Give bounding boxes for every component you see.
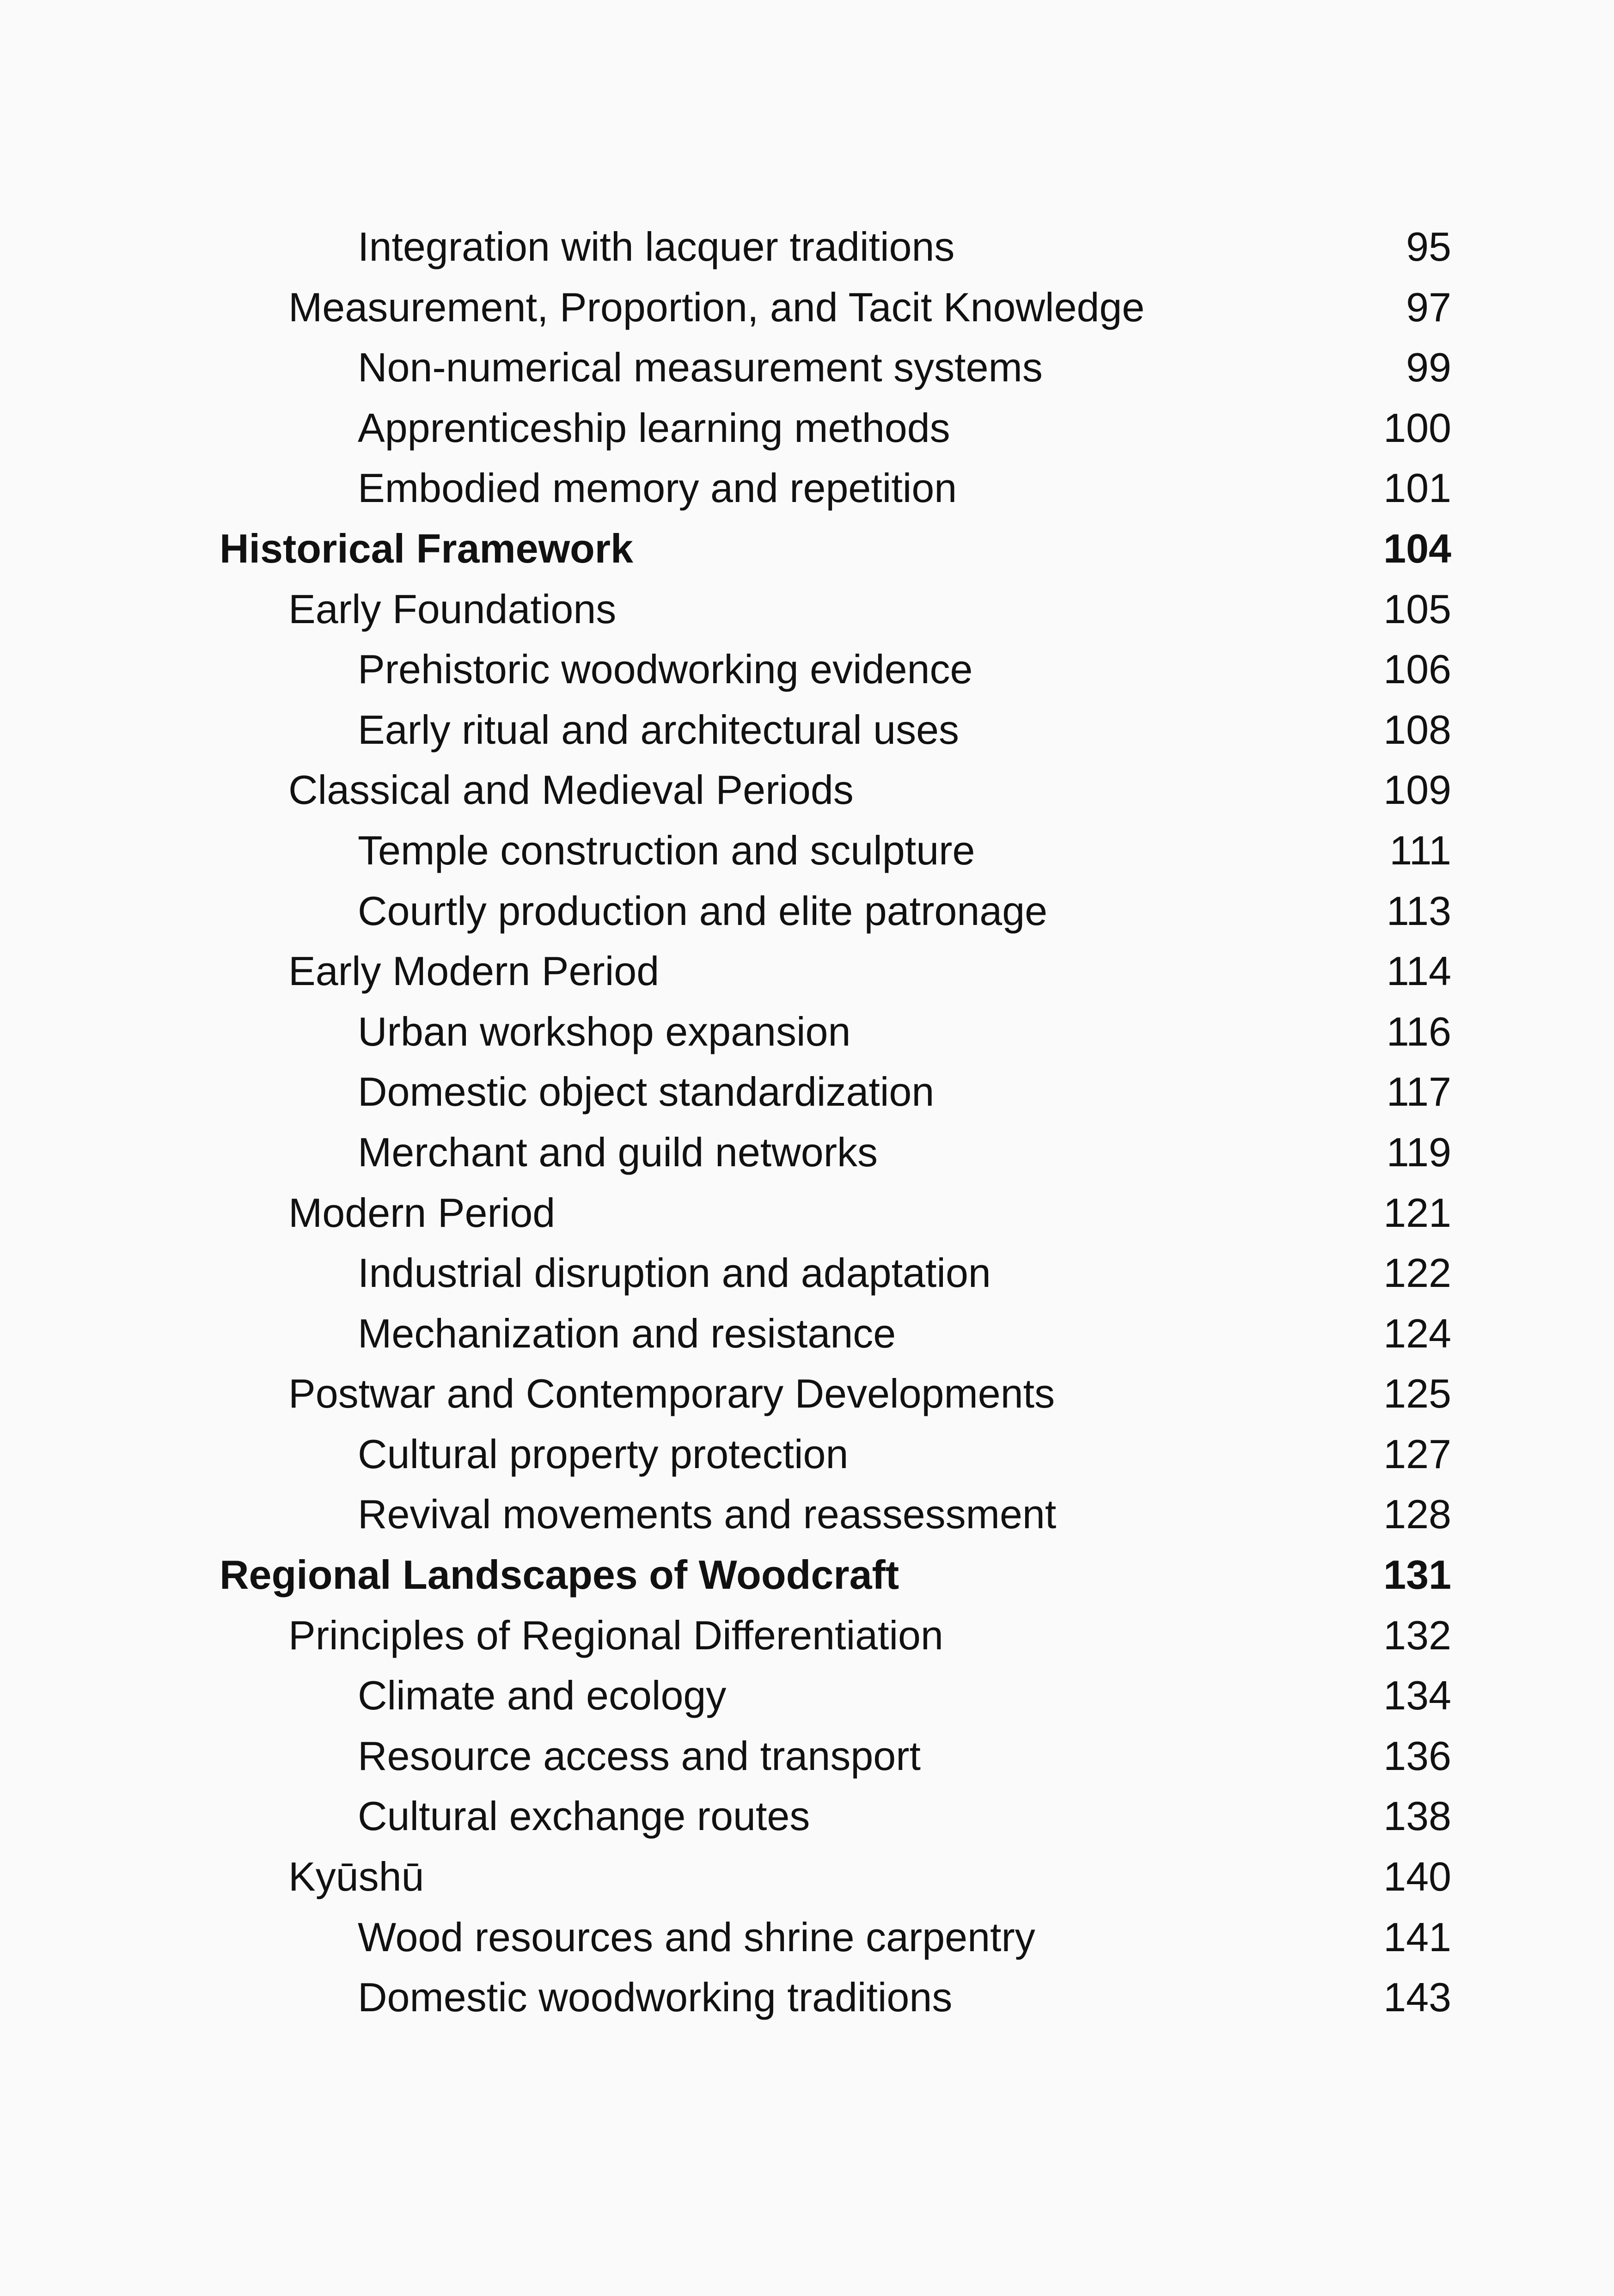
toc-subsection-entry: [0, 1250, 1614, 1313]
toc-entry-page-number: 141: [1383, 1914, 1451, 1960]
toc-entry-page-number: 134: [1383, 1672, 1451, 1719]
toc-entry-title: Revival movements and reassessment: [358, 1491, 1057, 1537]
toc-entry-page-number: 119: [1386, 1129, 1451, 1175]
toc-subsection-entry: [0, 1310, 1614, 1374]
toc-entry-title: Merchant and guild networks: [358, 1129, 878, 1175]
toc-subsection-entry: [0, 1129, 1614, 1193]
toc-subsection-entry: [0, 1071, 1614, 1132]
toc-entry-page-number: 111: [1389, 827, 1451, 873]
toc-entry-title: Measurement, Proportion, and Tacit Knowledge: [288, 284, 1145, 330]
toc-section-entry: [0, 586, 1614, 649]
toc-entry-title: Regional Landscapes of Woodcraft: [220, 1552, 899, 1598]
toc-entry-title: Early ritual and architectural uses: [358, 706, 960, 753]
toc-section-entry: [0, 948, 1614, 1011]
toc-subsection-entry: [0, 1008, 1614, 1072]
toc-entry-title: Urban workshop expansion: [358, 1008, 851, 1054]
toc-entry-title: Courtly production and elite patronage: [358, 888, 1048, 934]
toc-entry-title: Mechanization and resistance: [358, 1310, 896, 1356]
toc-subsection-entry: [0, 1974, 1614, 2038]
toc-entry-title: Wood resources and shrine carpentry: [358, 1914, 1035, 1960]
toc-entry-title: Early Foundations: [288, 586, 617, 632]
toc-entry-title: Integration with lacquer traditions: [358, 224, 955, 269]
toc-section-entry: [0, 767, 1614, 830]
toc-entry-page-number: 116: [1386, 1008, 1451, 1054]
toc-subsection-entry: [0, 344, 1614, 408]
toc-subsection-entry: [0, 1733, 1614, 1796]
toc-subsection-entry: [0, 404, 1614, 468]
toc-entry-title: Domestic object standardization: [358, 1069, 935, 1115]
toc-entry-title: Kyūshū: [288, 1854, 424, 1900]
toc-entry-title: Cultural property protection: [358, 1431, 849, 1477]
toc-subsection-entry: [0, 1914, 1614, 1978]
toc-section-entry: [0, 1856, 1614, 1917]
toc-entry-page-number: 131: [1383, 1552, 1451, 1598]
toc-subsection-entry: [0, 1491, 1614, 1555]
toc-entry-page-number: 128: [1383, 1491, 1451, 1537]
toc-entry-page-number: 114: [1386, 948, 1451, 994]
toc-subsection-entry: [0, 827, 1614, 891]
toc-entry-title: Apprenticeship learning methods: [358, 404, 950, 451]
toc-entry-page-number: 140: [1383, 1854, 1451, 1900]
toc-entry-title: Domestic woodworking traditions: [358, 1974, 953, 2020]
toc-chapter-entry: [0, 525, 1614, 589]
toc-entry-page-number: 121: [1383, 1189, 1451, 1236]
toc-entry-title: Temple construction and sculpture: [358, 827, 975, 873]
toc-entry-title: Climate and ecology: [358, 1672, 727, 1719]
toc-section-entry: [0, 284, 1614, 348]
toc-entry-page-number: 136: [1383, 1733, 1451, 1779]
toc-subsection-entry: [0, 706, 1614, 770]
toc-entry-title: Modern Period: [288, 1189, 556, 1236]
toc-subsection-entry: [0, 1672, 1614, 1736]
toc-entry-title: Embodied memory and repetition: [358, 465, 957, 511]
toc-entry-page-number: 127: [1383, 1431, 1451, 1477]
toc-entry-page-number: 122: [1383, 1250, 1451, 1296]
toc-entry-page-number: 100: [1383, 404, 1451, 451]
toc-entry-title: Non-numerical measurement systems: [358, 344, 1043, 391]
toc-entry-title: Principles of Regional Differentiation: [288, 1612, 943, 1658]
toc-section-entry: [0, 1373, 1614, 1434]
toc-subsection-entry: [0, 224, 1614, 287]
toc-entry-page-number: 124: [1383, 1310, 1451, 1356]
toc-entry-page-number: 117: [1386, 1069, 1451, 1115]
toc-entry-page-number: 108: [1383, 706, 1451, 753]
toc-entry-page-number: 99: [1406, 344, 1451, 391]
toc-entry-title: Classical and Medieval Periods: [288, 767, 854, 813]
toc-entry-page-number: 143: [1383, 1974, 1451, 2020]
toc-entry-page-number: 125: [1383, 1371, 1451, 1417]
toc-entry-page-number: 104: [1383, 525, 1451, 571]
toc-entry-page-number: 105: [1383, 586, 1451, 632]
toc-entry-title: Industrial disruption and adaptation: [358, 1250, 991, 1296]
toc-entry-title: Cultural exchange routes: [358, 1793, 810, 1839]
toc-entry-page-number: 106: [1383, 646, 1451, 692]
toc-entry-title: Prehistoric woodworking evidence: [358, 646, 973, 692]
toc-entry-page-number: 97: [1406, 284, 1451, 330]
toc-entry-page-number: 113: [1386, 888, 1451, 934]
toc-entry-title: Historical Framework: [220, 525, 633, 571]
toc-section-entry: [0, 1189, 1614, 1253]
toc-chapter-entry: [0, 1552, 1614, 1615]
toc-entry-page-number: 95: [1406, 224, 1451, 269]
toc-entry-title: Early Modern Period: [288, 948, 660, 994]
toc-section-entry: [0, 1612, 1614, 1676]
toc-entry-page-number: 138: [1383, 1793, 1451, 1839]
toc-entry-title: Resource access and transport: [358, 1733, 921, 1779]
toc-entry-page-number: 101: [1383, 465, 1451, 511]
toc-entry-page-number: 109: [1383, 767, 1451, 813]
toc-subsection-entry: [0, 1431, 1614, 1494]
toc-subsection-entry: [0, 646, 1614, 710]
table-of-contents: [0, 224, 1614, 2038]
toc-subsection-entry: [0, 888, 1614, 951]
toc-subsection-entry: [0, 465, 1614, 528]
toc-subsection-entry: [0, 1793, 1614, 1856]
toc-entry-title: Postwar and Contemporary Developments: [288, 1371, 1055, 1417]
toc-entry-page-number: 132: [1383, 1612, 1451, 1658]
